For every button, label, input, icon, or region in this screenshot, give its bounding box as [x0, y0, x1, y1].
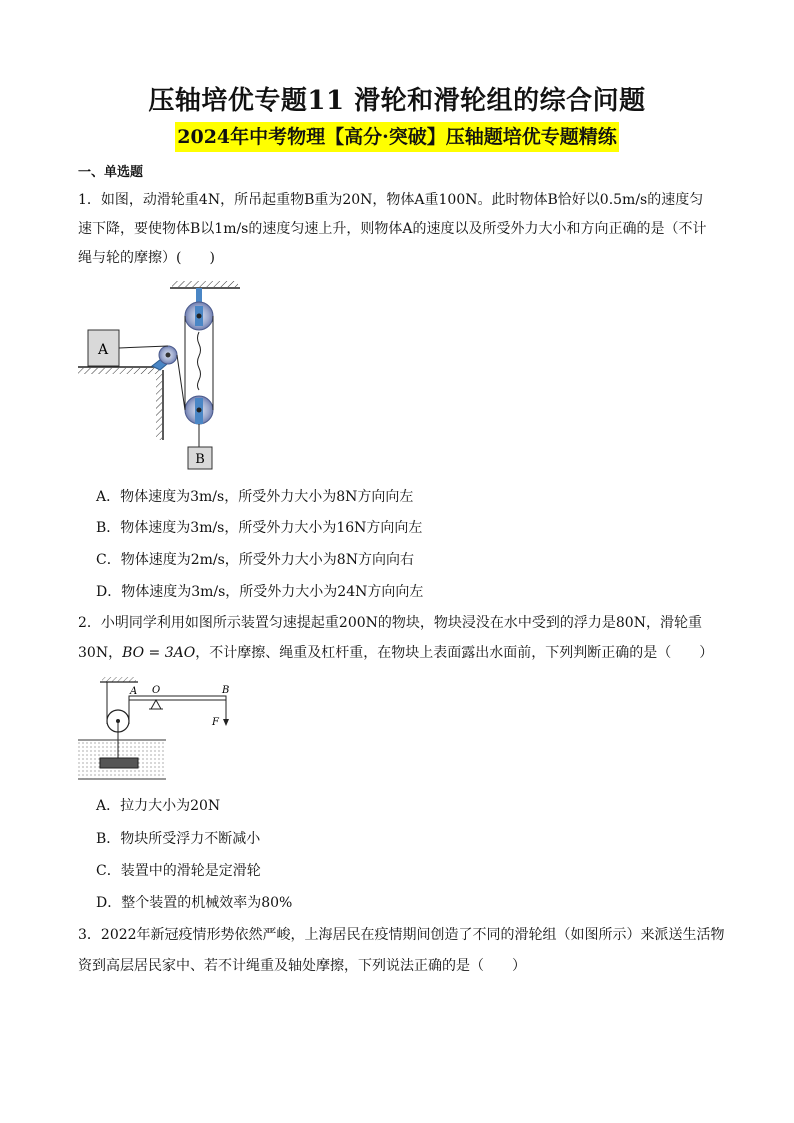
q1-line-3: 绳与轮的摩擦）( ) [78, 250, 215, 266]
q2-option-a: A．拉力大小为20N [96, 798, 221, 814]
q2-lever [129, 696, 226, 700]
q2-label-o: O [152, 685, 161, 696]
q3-line-2: 资到高层居民家中、若不计绳重及轴处摩擦，下列说法正确的是（ ） [78, 958, 526, 974]
top-pulley-axle [197, 314, 202, 319]
q1-option-c: C．物体速度为2m/s，所受外力大小为8N方向向右 [96, 552, 414, 568]
subtitle-wrap [0, 122, 794, 152]
q1-pulley-figure [74, 278, 254, 478]
q2-line-2 [78, 643, 713, 663]
section-heading: 一、单选题 [78, 165, 144, 180]
q2-lever-figure [74, 674, 244, 786]
q1-line-1: 1．如图，动滑轮重4N，所吊起重物B重为20N，物体A重100N。此时物体B恰好以0.5m/s的速度匀 [78, 192, 704, 208]
q2-block [100, 758, 138, 768]
block-a-label: A [97, 342, 109, 358]
q2-label-a: A [130, 686, 138, 697]
q2-option-b: B．物块所受浮力不断减小 [96, 831, 261, 847]
page-title: 压轴培优专题11 滑轮和滑轮组的综合问题 [148, 86, 646, 116]
q2-line-2-pre: 30N， [78, 645, 123, 661]
q2-label-f: F [212, 717, 219, 728]
q2-option-d: D．整个装置的机械效率为80% [96, 895, 293, 911]
q2-ceiling-hatch [102, 677, 136, 682]
q2-line-2-post: ，不计摩擦、绳重及杠杆重，在物块上表面露出水面前，下列判断正确的是（ ） [195, 645, 714, 661]
block-b-label: B [195, 452, 205, 467]
q2-option-c: C．装置中的滑轮是定滑轮 [96, 863, 261, 879]
q3-line-1: 3．2022年新冠疫情形势依然严峻，上海居民在疫情期间创造了不同的滑轮组（如图所示）来派送生活物 [78, 927, 725, 943]
rope-1 [177, 355, 185, 410]
hook-chain [198, 332, 201, 390]
side-pulley-axle [166, 353, 171, 358]
page-subtitle: 2024年中考物理【高分·突破】压轴题培优专题精练 [175, 122, 619, 152]
q2-force-arrow [223, 719, 229, 726]
rope-a [119, 346, 168, 348]
q2-fulcrum [151, 700, 161, 709]
ceiling-hatch [172, 281, 238, 287]
q1-option-a: A．物体速度为3m/s，所受外力大小为8N方向向左 [96, 489, 414, 505]
q1-option-b: B．物体速度为3m/s，所受外力大小为16N方向向左 [96, 520, 423, 536]
bottom-pulley-axle [197, 408, 202, 413]
q2-line-1: 2．小明同学利用如图所示装置匀速提起重200N的物块，物块浸没在水中受到的浮力是80N，滑轮重 [78, 615, 702, 631]
ground-hatch [78, 368, 162, 374]
q1-line-2: 速下降，要使物体B以1m/s的速度匀速上升，则物体A的速度以及所受外力大小和方向正确的是（不计 [78, 221, 707, 237]
q2-formula: BO = 3AO [122, 645, 196, 661]
q1-option-d: D．物体速度为3m/s，所受外力大小为24N方向向左 [96, 584, 424, 600]
wall-hatch [156, 374, 162, 440]
q2-label-b: B [222, 685, 230, 696]
